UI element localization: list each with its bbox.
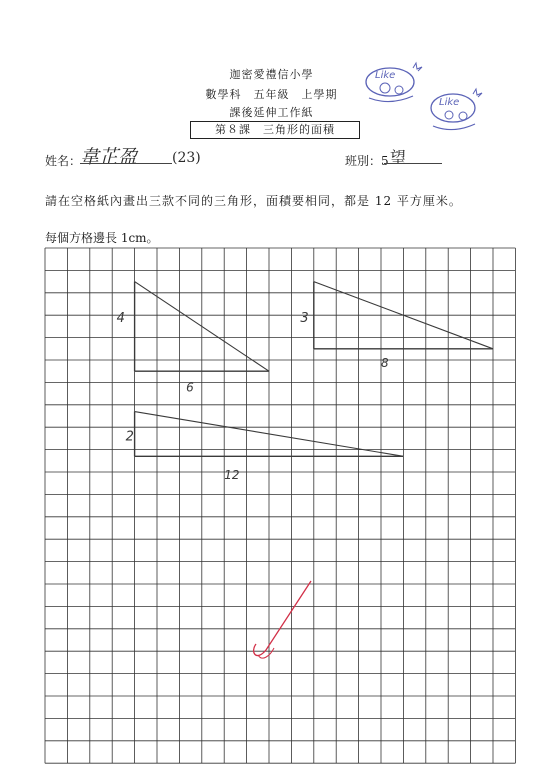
like-stamp-2-text: Like: [439, 97, 460, 108]
teacher-check-mark: [254, 581, 311, 656]
school-name: 迦密愛禮信小學: [229, 68, 314, 81]
triangle-base-label: 12: [224, 467, 240, 482]
subject-term: 數學科 五年級 上學期: [205, 88, 338, 101]
triangle-base-label: 6: [186, 380, 194, 395]
worksheet-type: 課後延伸工作紙: [229, 106, 314, 119]
grid-note: 每個方格邊長 1cm。: [45, 231, 159, 245]
lesson-title: 第８課 三角形的面積: [190, 121, 360, 139]
triangle-height-label: 2: [125, 429, 134, 445]
class-label: 班別：5: [345, 154, 389, 168]
triangle-height-label: 3: [300, 310, 309, 326]
name-label: 姓名：: [45, 154, 82, 168]
triangle-height-label: 4: [116, 310, 125, 326]
like-stamp-1-text: Like: [375, 70, 396, 81]
instruction-text: 請在空格紙內畫出三款不同的三角形，面積要相同，都是 12 平方厘米。: [45, 194, 462, 208]
name-value: 韋芷盈: [80, 146, 138, 168]
triangle-base-label: 8: [381, 355, 389, 370]
class-value: 望: [390, 148, 407, 167]
class-number: (23): [172, 150, 201, 166]
